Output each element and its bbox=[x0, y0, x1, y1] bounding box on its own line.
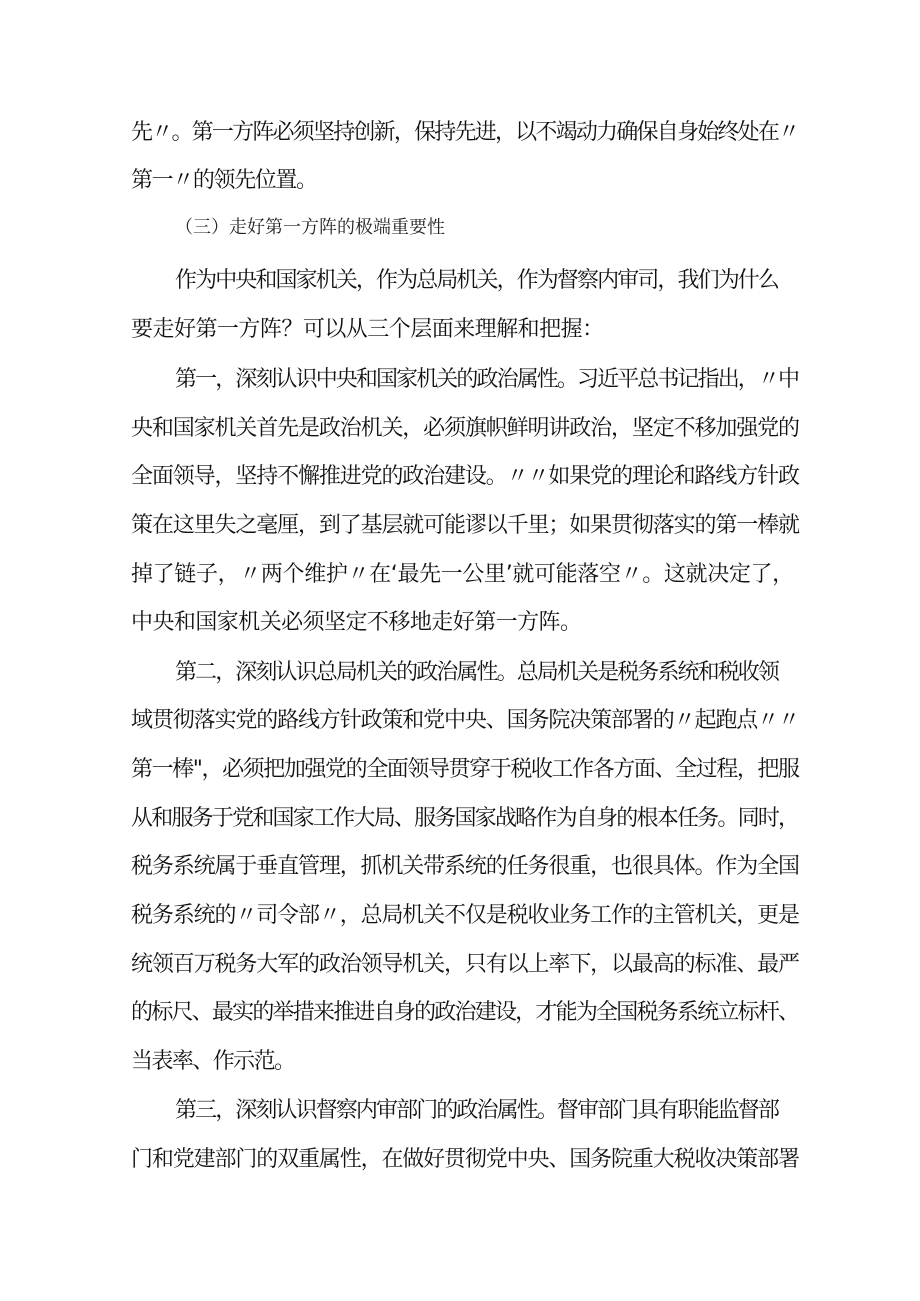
text-line: 第三，深刻认识督察内审部门的政治属性。督审部门具有职能监督部 bbox=[175, 1098, 779, 1123]
text-line: 掉了链子，〃两个维护〃在‘最先一公里’就可能落空〃。这就决定了， bbox=[131, 562, 794, 587]
text-line: 策在这里失之毫厘，到了基层就可能谬以千里；如果贯彻落实的第一棒就 bbox=[131, 513, 799, 538]
text-line: 税务系统属于垂直管理，抓机关带系统的任务很重，也很具体。作为全国 bbox=[131, 854, 799, 879]
text-line: 先〃。第一方阵必须坚持创新，保持先进，以不竭动力确保自身始终处在〃 bbox=[131, 120, 799, 145]
text-line: 中央和国家机关必须坚定不移地走好第一方阵。 bbox=[131, 610, 582, 635]
text-line: 域贯彻落实党的路线方针政策和党中央、国务院决策部署的〃起跑点〃〃 bbox=[131, 708, 799, 733]
text-line: 第一〃的领先位置。 bbox=[131, 168, 317, 193]
text-line: 税务系统的〃司令部〃，总局机关不仅是税收业务工作的主管机关，更是 bbox=[131, 903, 799, 928]
text-line: 第一棒"，必须把加强党的全面领导贯穿于税收工作各方面、全过程，把服 bbox=[131, 757, 799, 782]
text-line: 从和服务于党和国家工作大局、服务国家战略作为自身的根本任务。同时， bbox=[131, 806, 799, 831]
text-line: 统领百万税务大军的政治领导机关，只有以上率下，以最高的标准、最严 bbox=[131, 952, 799, 977]
text-line: 第一，深刻认识中央和国家机关的政治属性。习近平总书记指出，〃中 bbox=[175, 367, 799, 392]
text-line: 作为中央和国家机关，作为总局机关，作为督察内审司，我们为什么 bbox=[175, 268, 779, 293]
section-subheading: （三）走好第一方阵的极端重要性 bbox=[175, 217, 445, 238]
text-line: 门和党建部门的双重属性，在做好贯彻党中央、国务院重大税收决策部署 bbox=[131, 1147, 799, 1172]
text-line: 要走好第一方阵？可以从三个层面来理解和把握： bbox=[131, 317, 604, 342]
text-line: 的标尺、最实的举措来推进自身的政治建设，才能为全国税务系统立标杆、 bbox=[131, 1000, 799, 1025]
text-line: 第二，深刻认识总局机关的政治属性。总局机关是税务系统和税收领 bbox=[175, 660, 779, 685]
text-line: 央和国家机关首先是政治机关，必须旗帜鲜明讲政治，坚定不移加强党的 bbox=[131, 416, 799, 441]
text-line: 当表率、作示范。 bbox=[131, 1049, 295, 1074]
text-line: 全面领导，坚持不懈推进党的政治建设。〃〃如果党的理论和路线方针政 bbox=[131, 464, 799, 489]
